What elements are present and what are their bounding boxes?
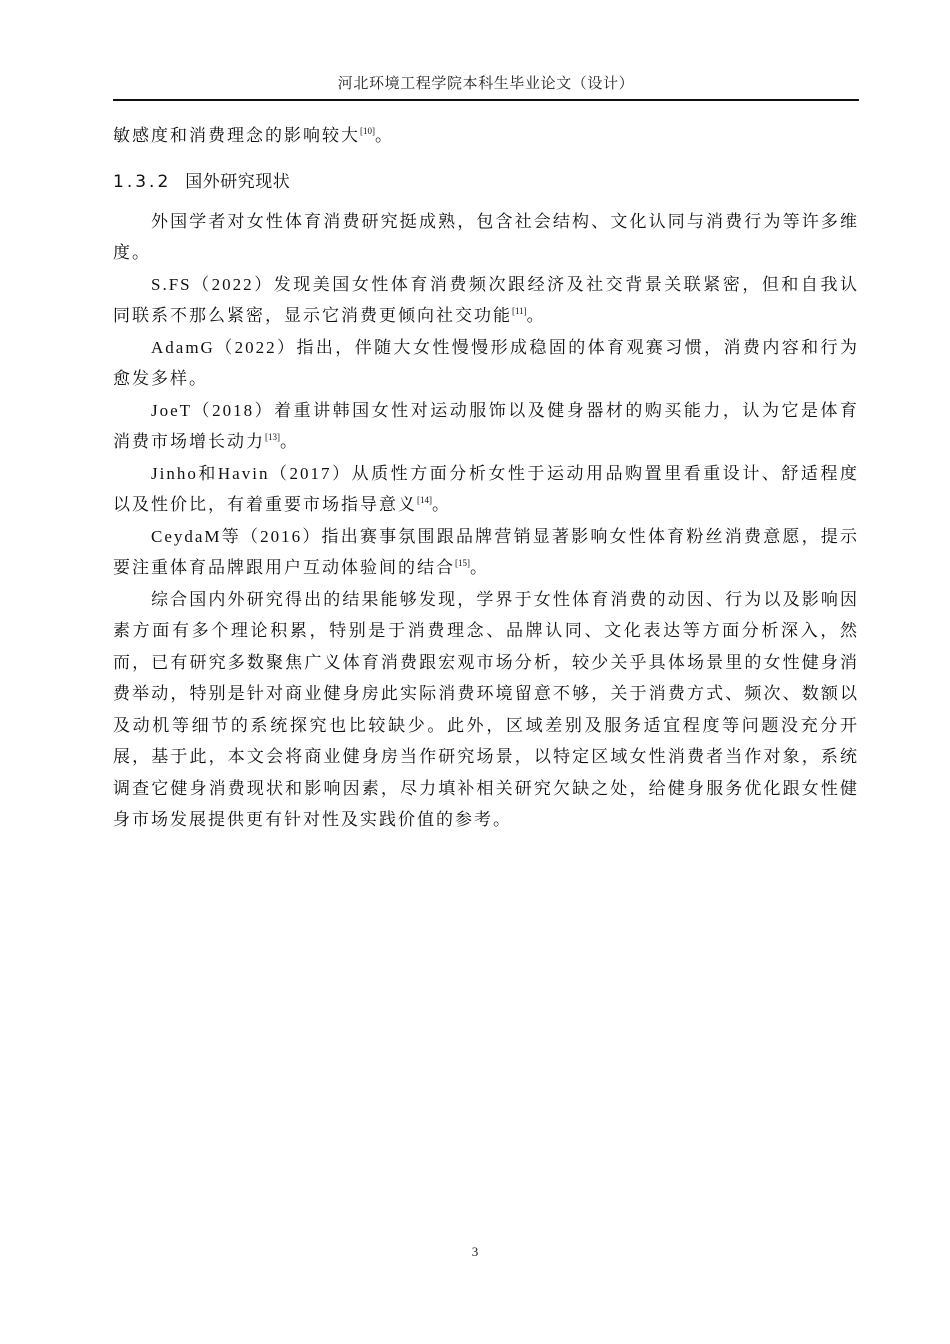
section-heading	[113, 166, 859, 198]
paragraph	[113, 521, 859, 584]
section-number: 1.3.2	[113, 171, 172, 192]
paragraph	[113, 458, 859, 521]
header-rule	[113, 99, 859, 101]
page-number: 3	[471, 1244, 479, 1259]
paragraph-tail: 。	[280, 432, 299, 451]
citation: [13]	[265, 432, 280, 442]
paragraph-text: 综合国内外研究得出的结果能够发现，学界于女性体育消费的动因、行为以及影响因素方面有多个理论积累，特别是于消费理念、品牌认同、文化表达等方面分析深入，然而，已有研究多数聚焦广义体育消费跟宏观市场分析，较少关乎具体场景里的女性健身消费举动，特别是针对商业健身房此实际消费环境留意不够，关于消费方式、频次、数额以及动机等细节的系统探究也比较缺少。此外，区域差别及服务适宜程度等问题没充分开展，基于此，本文会将商业健身房当作研究场景，以特定区域女性消费者当作对象，系统调查它健身消费现状和影响因素，尽力填补相关研究欠缺之处，给健身服务优化跟女性健身市场发展提供更有针对性及实践价值的参考。	[113, 589, 859, 829]
paragraph	[113, 584, 859, 836]
paragraph-text: 外国学者对女性体育消费研究挺成熟，包含社会结构、文化认同与消费行为等许多维度。	[113, 211, 859, 262]
paragraph-tail: 。	[432, 495, 451, 514]
paragraph-text: 敏感度和消费理念的影响较大	[113, 126, 360, 145]
citation: [14]	[417, 495, 432, 505]
paragraph	[113, 206, 859, 269]
citation: [11]	[512, 306, 527, 316]
paragraph	[113, 395, 859, 458]
paragraph-tail: 。	[375, 126, 394, 145]
citation: [15]	[455, 558, 470, 568]
section-title: 国外研究现状	[185, 171, 291, 192]
paragraph	[113, 332, 859, 395]
citation: [10]	[360, 126, 375, 136]
paragraph-text: S.FS（2022）发现美国女性体育消费频次跟经济及社交背景关联紧密，但和自我认同联系不那么紧密，显示它消费更倾向社交功能	[113, 274, 859, 325]
page-body	[113, 120, 859, 836]
paragraph-text: JoeT（2018）着重讲韩国女性对运动服饰以及健身器材的购买能力，认为它是体育消费市场增长动力	[113, 400, 859, 451]
paragraph-tail: 。	[526, 306, 546, 325]
paragraph	[113, 269, 859, 332]
paragraph-continued	[113, 120, 859, 152]
paragraph-text: CeydaM等（2016）指出赛事氛围跟品牌营销显著影响女性体育粉丝消费意愿，提示要注重体育品牌跟用户互动体验间的结合	[113, 526, 859, 577]
paragraph-tail: 。	[470, 558, 489, 577]
paragraph-text: AdamG（2022）指出，伴随大女性慢慢形成稳固的体育观赛习惯，消费内容和行为愈发多样。	[113, 337, 859, 388]
paragraph-text: Jinho和Havin（2017）从质性方面分析女性于运动用品购置里看重设计、舒适程度以及性价比，有着重要市场指导意义	[113, 463, 859, 514]
running-header: 河北环境工程学院本科生毕业论文（设计）	[337, 76, 635, 92]
